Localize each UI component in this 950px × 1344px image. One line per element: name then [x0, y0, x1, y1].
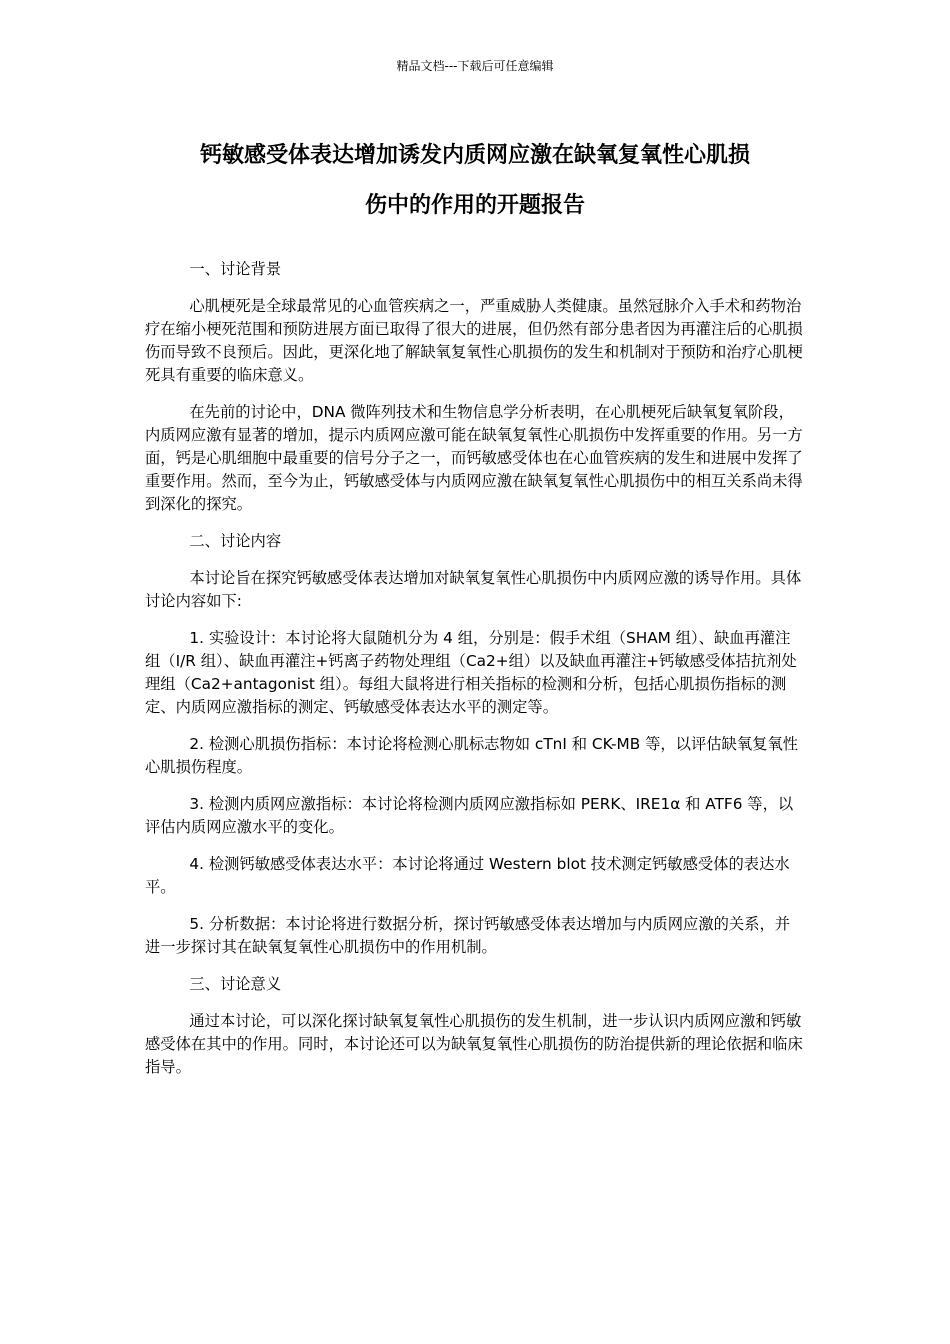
- section-heading-background: 一、讨论背景: [189, 260, 282, 278]
- title-line-1: 钙敏感受体表达增加诱发内质网应激在缺氧复氧性心肌损: [199, 143, 750, 168]
- content-item-4: 4. 检测钙敏感受体表达水平：本讨论将通过 Western blot 技术测定钙敏感受体的表达水平。: [145, 855, 790, 896]
- content-item-1: 1. 实验设计：本讨论将大鼠随机分为 4 组，分别是：假手术组（SHAM 组）、缺血再灌注组（I/R 组）、缺血再灌注+钙离子药物处理组（Ca2+组）以及缺血再灌注+钙敏感受体拮抗剂处理组（Ca2+antagonist 组）。每组大鼠将进行相关指标的检测和分析，包括心肌损伤指标的测定、内质网应激指标的测定、钙敏感受体表达水平的测定等。: [145, 629, 797, 716]
- section-heading-content: 二、讨论内容: [189, 532, 282, 550]
- document-body: [145, 258, 805, 1093]
- document-title: [145, 131, 805, 231]
- page-header: 精品文档---下载后可任意编辑: [396, 59, 554, 73]
- content-item-2: 2. 检测心肌损伤指标：本讨论将检测心肌标志物如 cTnI 和 CK-MB 等，以评估缺氧复氧性心肌损伤程度。: [145, 735, 799, 776]
- content-intro-paragraph: 本讨论旨在探究钙敏感受体表达增加对缺氧复氧性心肌损伤中内质网应激的诱导作用。具体讨论内容如下:: [145, 569, 802, 610]
- significance-paragraph: 通过本讨论，可以深化探讨缺氧复氧性心肌损伤的发生机制，进一步认识内质网应激和钙敏感受体在其中的作用。同时，本讨论还可以为缺氧复氧性心肌损伤的防治提供新的理论依据和临床指导。: [145, 1012, 803, 1076]
- section-heading-significance: 三、讨论意义: [189, 975, 282, 993]
- content-item-5: 5. 分析数据：本讨论将进行数据分析，探讨钙敏感受体表达增加与内质网应激的关系，并进一步探讨其在缺氧复氧性心肌损伤中的作用机制。: [145, 915, 791, 956]
- title-line-2: 伤中的作用的开题报告: [364, 193, 585, 218]
- background-paragraph-2: 在先前的讨论中，DNA 微阵列技术和生物信息学分析表明，在心肌梗死后缺氧复氧阶段，内质网应激有显著的增加，提示内质网应激可能在缺氧复氧性心肌损伤中发挥重要的作用。另一方面，钙是心肌细胞中最重要的信号分子之一，而钙敏感受体也在心血管疾病的发生和进展中发挥了重要作用。然而，至今为止，钙敏感受体与内质网应激在缺氧复氧性心肌损伤中的相互关系尚未得到深化的探究。: [145, 403, 803, 513]
- background-paragraph-1: 心肌梗死是全球最常见的心血管疾病之一，严重威胁人类健康。虽然冠脉介入手术和药物治疗在缩小梗死范围和预防进展方面已取得了很大的进展，但仍然有部分患者因为再灌注后的心肌损伤而导致不良预后。因此，更深化地了解缺氧复氧性心肌损伤的发生和机制对于预防和治疗心肌梗死具有重要的临床意义。: [145, 297, 803, 384]
- content-item-3: 3. 检测内质网应激指标：本讨论将检测内质网应激指标如 PERK、IRE1α 和 ATF6 等，以评估内质网应激水平的变化。: [145, 795, 794, 836]
